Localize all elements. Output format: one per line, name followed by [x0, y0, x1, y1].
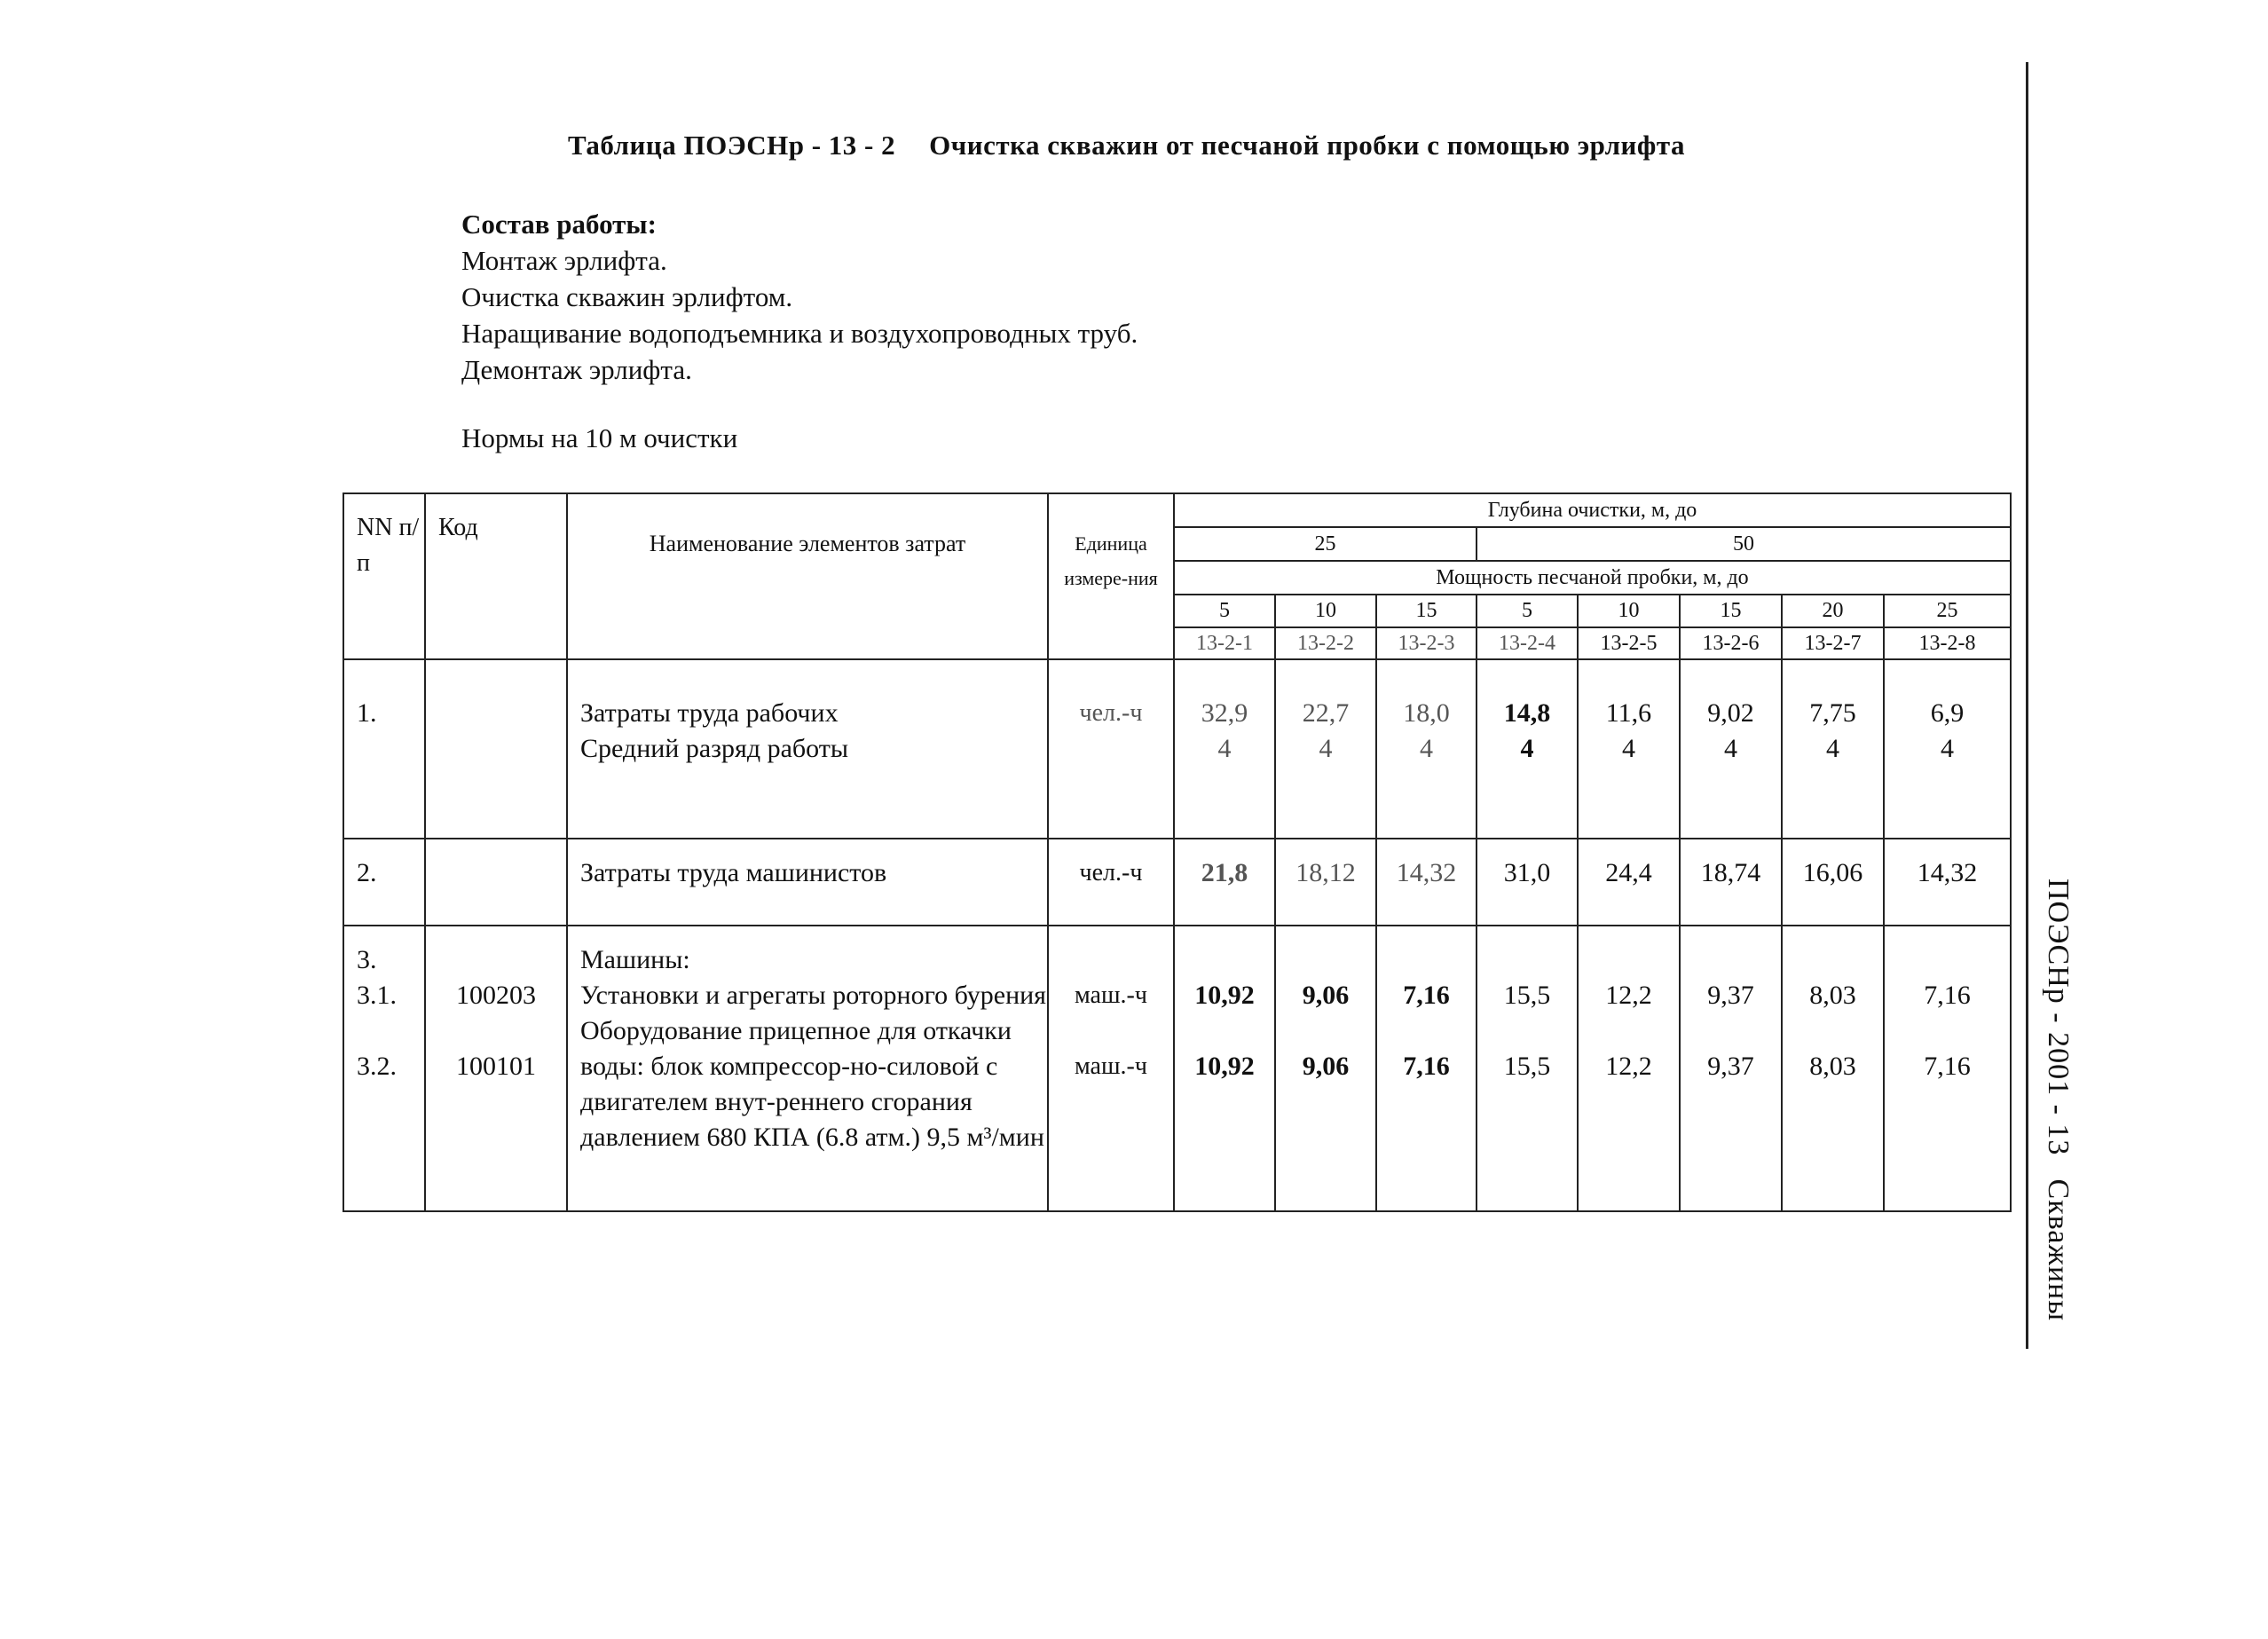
value-cell: 22,7 4: [1275, 659, 1376, 839]
page-margin-rule: [2026, 62, 2028, 1349]
side-label-section: Скважины: [2042, 1178, 2075, 1322]
header-depth: Глубина очистки, м, до: [1174, 493, 2011, 527]
value-cell: 31,0: [1477, 839, 1578, 926]
table-row: [343, 839, 2011, 926]
norms-note: Нормы на 10 м очистки: [461, 422, 738, 453]
norm-code: 13-2-3: [1376, 627, 1477, 659]
thickness-value: 10: [1578, 595, 1680, 627]
row-unit: чел.-ч: [1048, 839, 1174, 926]
row-number: 1.: [343, 659, 425, 839]
value-cell: 18,12: [1275, 839, 1376, 926]
value-cell: 9,06 9,06: [1275, 926, 1376, 1211]
header-nn: NN п/п: [343, 493, 425, 659]
side-label-doc: ПОЭСНр - 2001 - 13: [2042, 879, 2075, 1156]
work-composition: [461, 206, 1138, 388]
table-header-row: [343, 493, 2011, 527]
thickness-value: 15: [1680, 595, 1782, 627]
norm-code: 13-2-5: [1578, 627, 1680, 659]
value-cell: 7,75 4: [1782, 659, 1884, 839]
header-thickness: Мощность песчаной пробки, м, до: [1174, 561, 2011, 595]
value-cell: 8,03 8,03: [1782, 926, 1884, 1211]
thickness-value: 15: [1376, 595, 1477, 627]
table-row: [343, 659, 2011, 839]
header-unit: Единица измере-ния: [1048, 493, 1174, 659]
composition-item: Монтаж эрлифта.: [461, 245, 667, 276]
header-depth-50: 50: [1477, 527, 2011, 561]
norm-code: 13-2-1: [1174, 627, 1275, 659]
norm-code: 13-2-2: [1275, 627, 1376, 659]
header-depth-25: 25: [1174, 527, 1477, 561]
side-label: [2041, 879, 2075, 1321]
table-row: [343, 926, 2011, 1211]
value-cell: 7,16 7,16: [1376, 926, 1477, 1211]
composition-item: Демонтаж эрлифта.: [461, 354, 692, 385]
table-title-text: Очистка скважин от песчаной пробки с помощью эрлифта: [929, 130, 1685, 161]
value-cell: 21,8: [1174, 839, 1275, 926]
row-code: [425, 839, 567, 926]
row-unit: чел.-ч: [1048, 659, 1174, 839]
value-cell: 12,2 12,2: [1578, 926, 1680, 1211]
row-name: Затраты труда машинистов: [567, 839, 1048, 926]
value-cell: 6,9 4: [1884, 659, 2011, 839]
value-cell: 14,32: [1376, 839, 1477, 926]
table-id: Таблица ПОЭСНр - 13 - 2: [568, 130, 896, 161]
row-name-line: Средний разряд работы: [580, 734, 849, 763]
norm-code: 13-2-8: [1884, 627, 2011, 659]
row-code: 100203 100101: [425, 926, 567, 1211]
value-cell: 7,16 7,16: [1884, 926, 2011, 1211]
row-name: [567, 659, 1048, 839]
row-name: Машины: Установки и агрегаты роторного бурения Оборудование прицепное для откачки воды: блок компрессор-но-силовой с двигателем внут-реннего сгорания давлением 680 КПА (6.8 атм.) 9,5 м³/мин: [567, 926, 1048, 1211]
composition-heading: Состав работы:: [461, 209, 657, 240]
thickness-value: 20: [1782, 595, 1884, 627]
thickness-value: 5: [1477, 595, 1578, 627]
norm-code: 13-2-4: [1477, 627, 1578, 659]
thickness-value: 10: [1275, 595, 1376, 627]
row-name-line: Затраты труда рабочих: [580, 698, 839, 728]
row-code: [425, 659, 567, 839]
value-cell: 9,02 4: [1680, 659, 1782, 839]
value-cell: 18,0 4: [1376, 659, 1477, 839]
value-cell: 14,8 4: [1477, 659, 1578, 839]
composition-item: Наращивание водоподъемника и воздухопроводных труб.: [461, 318, 1138, 349]
value-cell: 9,37 9,37: [1680, 926, 1782, 1211]
value-cell: 14,32: [1884, 839, 2011, 926]
value-cell: 32,9 4: [1174, 659, 1275, 839]
norms-table: [343, 492, 2012, 1212]
row-unit: маш.-ч маш.-ч: [1048, 926, 1174, 1211]
row-number: 3. 3.1. 3.2.: [343, 926, 425, 1211]
thickness-value: 5: [1174, 595, 1275, 627]
value-cell: 10,92 10,92: [1174, 926, 1275, 1211]
value-cell: 24,4: [1578, 839, 1680, 926]
header-code: Код: [425, 493, 567, 659]
value-cell: 16,06: [1782, 839, 1884, 926]
thickness-value: 25: [1884, 595, 2011, 627]
value-cell: 11,6 4: [1578, 659, 1680, 839]
norm-code: 13-2-7: [1782, 627, 1884, 659]
header-name: Наименование элементов затрат: [567, 493, 1048, 659]
value-cell: 18,74: [1680, 839, 1782, 926]
value-cell: 15,5 15,5: [1477, 926, 1578, 1211]
row-number: 2.: [343, 839, 425, 926]
table-title: [568, 130, 1685, 162]
norm-code: 13-2-6: [1680, 627, 1782, 659]
composition-item: Очистка скважин эрлифтом.: [461, 281, 793, 312]
